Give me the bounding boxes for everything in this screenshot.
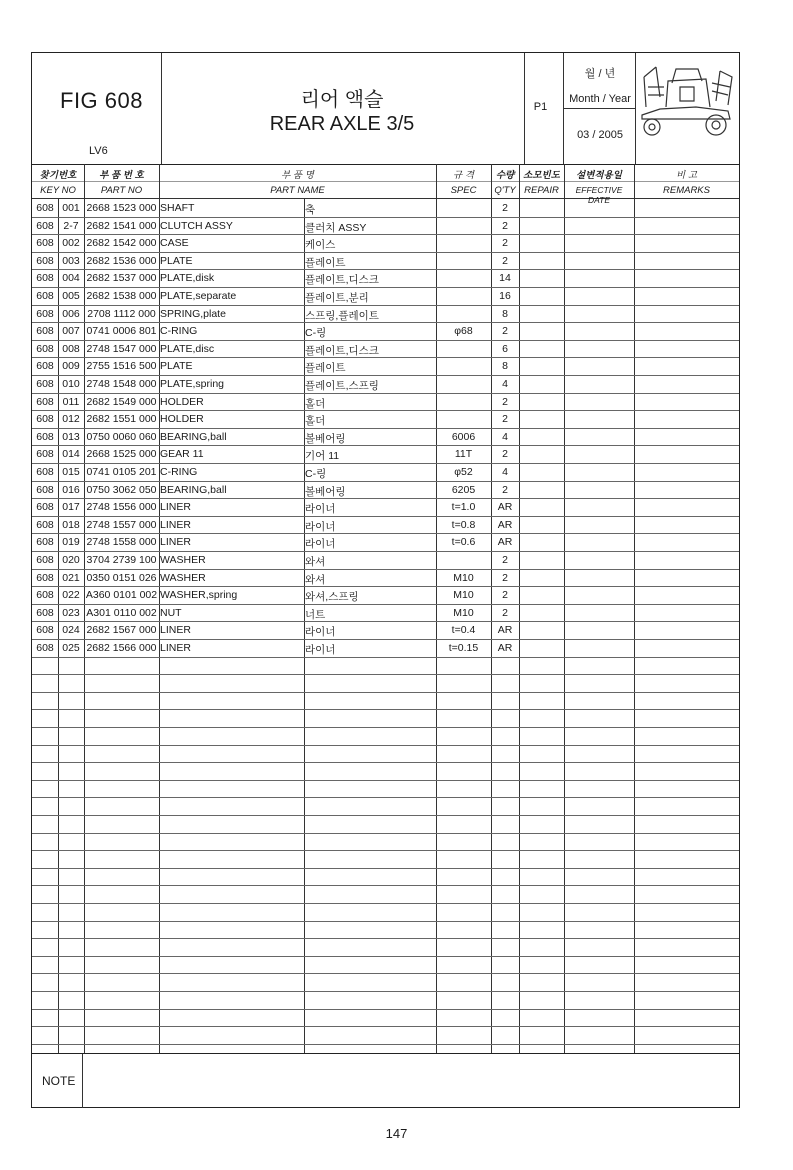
cell-qty: 2 <box>502 254 508 267</box>
cell-part-no: 2682 1551 000 <box>86 413 157 426</box>
empty-row <box>32 868 739 887</box>
cell-key: 025 <box>62 642 80 654</box>
cell-qty: 2 <box>502 219 508 232</box>
cell-fig: 608 <box>36 413 54 426</box>
parts-sheet <box>31 52 740 1108</box>
table-row <box>32 199 739 218</box>
cell-part-no: 0741 0105 201 <box>86 466 157 478</box>
cell-key: 022 <box>62 589 80 602</box>
cell-part-no: A360 0101 002 <box>85 589 158 602</box>
cell-name-ko: 케이스 <box>305 239 336 252</box>
empty-row <box>32 903 739 922</box>
cell-key: 024 <box>62 624 80 637</box>
table-row <box>32 586 739 605</box>
empty-row <box>32 745 739 764</box>
empty-row <box>32 850 739 869</box>
cell-qty: 2 <box>502 554 508 566</box>
table-row <box>32 217 739 236</box>
empty-row <box>32 727 739 746</box>
empty-row <box>32 921 739 940</box>
cell-fig: 608 <box>36 642 54 654</box>
table-row <box>32 252 739 271</box>
cell-name-en: BEARING,ball <box>160 483 227 496</box>
title-english: REAR AXLE 3/5 <box>269 113 415 135</box>
model-name: LV6 <box>89 145 108 157</box>
cell-qty: 2 <box>502 325 508 338</box>
cell-key: 010 <box>62 378 80 390</box>
cell-part-no: 2755 1516 500 <box>86 360 157 373</box>
col-repair-en: REPAIR <box>524 185 559 196</box>
table-row <box>32 604 739 623</box>
cell-key: 021 <box>62 571 80 584</box>
cell-part-no: 0350 0151 026 <box>86 571 157 584</box>
cell-key: 017 <box>62 501 80 514</box>
col-partname-en: PART NAME <box>270 185 325 196</box>
cell-name-en: PLATE,spring <box>160 378 224 390</box>
cell-qty: 14 <box>499 272 511 285</box>
cell-part-no: 0750 0060 060 <box>86 430 157 443</box>
cell-part-no: 2682 1541 000 <box>86 219 157 232</box>
cell-qty: 2 <box>502 483 508 496</box>
table-row <box>32 269 739 288</box>
cell-spec: t=0.4 <box>451 624 476 637</box>
cell-name-ko: 와셔 <box>305 556 326 568</box>
note-section <box>32 1053 739 1108</box>
cell-spec: M10 <box>453 589 474 602</box>
table-row <box>32 322 739 341</box>
table-row <box>32 516 739 535</box>
cell-fig: 608 <box>36 290 54 302</box>
page-number: 147 <box>385 1126 408 1141</box>
cell-fig: 608 <box>36 483 54 496</box>
cell-name-en: CLUTCH ASSY <box>160 219 233 232</box>
col-spec-en: SPEC <box>450 185 477 196</box>
cell-spec: t=0.6 <box>451 536 476 549</box>
cell-key: 019 <box>62 536 80 549</box>
cell-name-ko: 라이너 <box>305 520 336 533</box>
cell-qty: 8 <box>502 360 508 373</box>
table-row <box>32 410 739 429</box>
cell-part-no: 2668 1523 000 <box>86 202 157 214</box>
cell-fig: 608 <box>36 254 54 267</box>
cell-name-en: LINER <box>160 642 191 654</box>
cell-key: 2-7 <box>63 219 79 232</box>
cell-part-no: 2748 1548 000 <box>86 378 157 390</box>
table-row <box>32 445 739 464</box>
empty-row <box>32 991 739 1010</box>
cell-qty: AR <box>497 536 513 549</box>
empty-row <box>32 692 739 711</box>
table-row <box>32 428 739 447</box>
month-year-label-ko: 월 / 년 <box>584 68 616 80</box>
cell-spec: 6205 <box>451 483 476 496</box>
table-row <box>32 340 739 359</box>
cell-qty: 2 <box>502 589 508 602</box>
cell-fig: 608 <box>36 571 54 584</box>
cell-qty: 2 <box>502 237 508 250</box>
cell-key: 008 <box>62 342 80 355</box>
empty-row <box>32 797 739 816</box>
cell-fig: 608 <box>36 342 54 355</box>
cell-name-en: WASHER <box>160 571 206 584</box>
cell-fig: 608 <box>36 606 54 619</box>
cell-fig: 608 <box>36 202 54 214</box>
col-key-ko: 찾기번호 <box>39 170 77 181</box>
cell-spec: φ68 <box>454 325 473 338</box>
cell-name-en: HOLDER <box>160 395 204 408</box>
col-effdate-en: EFFECTIVE DATE <box>575 185 623 205</box>
cell-qty: AR <box>497 642 513 654</box>
cell-part-no: 2748 1558 000 <box>86 536 157 549</box>
cell-fig: 608 <box>36 554 54 566</box>
cell-name-ko: C-링 <box>305 327 327 340</box>
cell-qty: 8 <box>502 307 508 320</box>
cell-name-en: SPRING,plate <box>160 307 226 320</box>
cell-name-en: LINER <box>160 624 191 637</box>
cell-qty: AR <box>497 501 513 514</box>
cell-qty: 4 <box>502 378 508 390</box>
empty-row <box>32 657 739 676</box>
cell-key: 005 <box>62 290 80 302</box>
table-row <box>32 463 739 482</box>
col-remarks-ko: 비 고 <box>676 170 697 181</box>
empty-row <box>32 938 739 957</box>
cell-name-ko: C-링 <box>305 468 327 480</box>
cell-part-no: 0741 0006 801 <box>86 325 157 338</box>
col-remarks-en: REMARKS <box>663 185 710 196</box>
cell-key: 003 <box>62 254 80 267</box>
cell-name-en: LINER <box>160 518 191 531</box>
note-label: NOTE <box>42 1074 76 1088</box>
cell-key: 016 <box>62 483 80 496</box>
cell-fig: 608 <box>36 589 54 602</box>
cell-fig: 608 <box>36 219 54 232</box>
cell-part-no: 2682 1566 000 <box>86 642 157 654</box>
cell-name-ko: 와셔 <box>305 573 326 586</box>
table-row <box>32 375 739 394</box>
empty-row <box>32 674 739 693</box>
cell-fig: 608 <box>36 536 54 549</box>
table-row <box>32 481 739 500</box>
cell-name-en: PLATE,disc <box>160 342 215 355</box>
cell-spec: φ52 <box>454 466 473 478</box>
cell-qty: 2 <box>502 606 508 619</box>
cell-key: 007 <box>62 325 80 338</box>
cell-name-ko: 라이너 <box>305 503 336 516</box>
empty-row <box>32 1026 739 1045</box>
cell-name-ko: 플레이트,스프링 <box>305 380 379 392</box>
empty-row <box>32 709 739 728</box>
cell-qty: 16 <box>499 290 511 302</box>
cell-part-no: 0750 3062 050 <box>86 483 157 496</box>
cell-key: 014 <box>62 448 80 461</box>
cell-key: 020 <box>62 554 80 566</box>
cell-name-ko: 클러치 ASSY <box>305 221 367 234</box>
cell-spec: 6006 <box>451 430 476 443</box>
empty-row <box>32 762 739 781</box>
cell-part-no: A301 0110 002 <box>86 606 157 619</box>
cell-part-no: 2682 1538 000 <box>86 290 157 302</box>
table-row <box>32 393 739 412</box>
cell-qty: 4 <box>502 430 508 443</box>
cell-name-en: PLATE,disk <box>160 272 215 285</box>
cell-name-ko: 기어 11 <box>305 450 340 463</box>
cell-name-en: BEARING,ball <box>160 430 227 443</box>
cell-part-no: 2682 1542 000 <box>86 237 157 250</box>
cell-name-en: PLATE <box>160 254 193 267</box>
cell-part-no: 2682 1536 000 <box>86 254 157 267</box>
empty-row <box>32 956 739 975</box>
cell-part-no: 3704 2739 100 <box>86 554 157 566</box>
month-year-value: 03 / 2005 <box>577 129 623 141</box>
col-partname-ko: 부 품 명 <box>281 170 314 181</box>
cell-qty: 2 <box>502 448 508 461</box>
table-row <box>32 305 739 324</box>
cell-qty: 2 <box>502 395 508 408</box>
page-code: P1 <box>533 101 548 113</box>
cell-name-ko: 플레이트 <box>305 362 346 375</box>
cell-name-ko: 플레이트,분리 <box>305 292 369 304</box>
cell-fig: 608 <box>36 448 54 461</box>
cell-name-en: HOLDER <box>160 413 204 426</box>
cell-key: 023 <box>62 606 80 619</box>
cell-spec: t=0.8 <box>451 518 476 531</box>
cell-name-en: GEAR 11 <box>160 448 204 461</box>
cell-qty: 2 <box>502 571 508 584</box>
cell-fig: 608 <box>36 378 54 390</box>
empty-row <box>32 973 739 992</box>
col-spec-ko: 규 격 <box>453 170 474 181</box>
cell-qty: AR <box>497 518 513 531</box>
cell-fig: 608 <box>36 466 54 478</box>
cell-qty: AR <box>497 624 513 637</box>
cell-fig: 608 <box>36 307 54 320</box>
cell-qty: 2 <box>502 413 508 426</box>
cell-key: 009 <box>62 360 80 373</box>
cell-name-ko: 스프링,플레이트 <box>305 309 379 322</box>
cell-name-ko: 플레이트,디스크 <box>305 274 379 287</box>
cell-name-ko: 볼베어링 <box>305 485 346 498</box>
col-effdate-ko: 설변적용일 <box>576 170 622 181</box>
cell-name-en: C-RING <box>160 325 198 338</box>
table-row <box>32 357 739 376</box>
cell-name-ko: 볼베어링 <box>305 432 346 445</box>
cell-fig: 608 <box>36 518 54 531</box>
month-year-label-en: Month / Year <box>569 93 631 105</box>
table-row <box>32 569 739 588</box>
cell-name-ko: 라이너 <box>305 626 336 639</box>
table-row <box>32 533 739 552</box>
col-key-en: KEY NO <box>40 185 76 196</box>
cell-fig: 608 <box>36 237 54 250</box>
table-row <box>32 639 739 658</box>
table-row <box>32 498 739 517</box>
cell-part-no: 2682 1549 000 <box>86 395 157 408</box>
col-repair-ko: 소모빈도 <box>523 170 560 181</box>
cell-fig: 608 <box>36 360 54 373</box>
cell-name-en: PLATE <box>160 360 193 373</box>
cell-qty: 6 <box>502 342 508 355</box>
table-row <box>32 551 739 570</box>
cell-part-no: 2682 1537 000 <box>86 272 157 285</box>
table-row <box>32 621 739 640</box>
cell-part-no: 2748 1556 000 <box>86 501 157 514</box>
table-row <box>32 287 739 306</box>
cell-name-en: LINER <box>160 536 191 549</box>
empty-row <box>32 833 739 852</box>
cell-name-ko: 홀더 <box>305 397 326 410</box>
cell-fig: 608 <box>36 501 54 514</box>
cell-qty: 2 <box>502 202 508 214</box>
cell-name-ko: 축 <box>305 204 316 216</box>
cell-name-en: WASHER <box>160 554 206 566</box>
table-row <box>32 234 739 253</box>
sheet-header <box>32 53 739 165</box>
cell-name-en: LINER <box>160 501 191 514</box>
empty-row <box>32 1009 739 1028</box>
cell-name-ko: 플레이트 <box>305 256 346 269</box>
cell-qty: 4 <box>502 466 508 478</box>
cell-spec: M10 <box>453 571 474 584</box>
cell-spec: t=0.15 <box>448 642 479 654</box>
cell-name-en: CASE <box>160 237 189 250</box>
title-korean: 리어 액슬 <box>300 89 384 111</box>
cell-key: 013 <box>62 430 80 443</box>
cell-spec: t=1.0 <box>451 501 476 514</box>
cell-part-no: 2748 1557 000 <box>86 518 157 531</box>
empty-row <box>32 780 739 799</box>
cell-part-no: 2708 1112 000 <box>87 307 156 320</box>
column-headers <box>32 164 739 205</box>
cell-name-ko: 홀더 <box>305 415 326 428</box>
cell-name-en: PLATE,separate <box>160 290 237 302</box>
cell-spec: M10 <box>453 606 474 619</box>
cell-key: 001 <box>62 202 80 214</box>
col-partno-ko: 부 품 번 호 <box>99 170 144 181</box>
empty-row <box>32 815 739 834</box>
cell-part-no: 2748 1547 000 <box>86 342 157 355</box>
col-qty-en: Q'TY <box>494 185 516 196</box>
cell-key: 006 <box>62 307 80 320</box>
cell-fig: 608 <box>36 325 54 338</box>
cell-key: 012 <box>62 413 80 426</box>
cell-name-ko: 라이너 <box>305 538 336 551</box>
figure-number: FIG 608 <box>60 88 143 113</box>
col-qty-ko: 수량 <box>495 170 515 181</box>
cell-key: 004 <box>62 272 80 285</box>
cell-part-no: 2668 1525 000 <box>86 448 157 461</box>
cell-name-en: NUT <box>160 606 182 619</box>
empty-row <box>32 885 739 904</box>
cell-fig: 608 <box>36 272 54 285</box>
cell-name-ko: 와셔,스프링 <box>305 591 359 604</box>
cell-name-en: C-RING <box>160 466 198 478</box>
cell-fig: 608 <box>36 395 54 408</box>
cell-key: 002 <box>62 237 80 250</box>
cell-spec: 11T <box>454 448 473 461</box>
cell-fig: 608 <box>36 624 54 637</box>
cell-name-ko: 너트 <box>305 608 326 621</box>
cell-key: 018 <box>62 518 80 531</box>
cell-name-ko: 라이너 <box>305 644 336 656</box>
cell-name-en: WASHER,spring <box>160 589 238 602</box>
cell-name-ko: 플레이트,디스크 <box>305 344 379 357</box>
cell-key: 011 <box>62 395 80 408</box>
cell-fig: 608 <box>36 430 54 443</box>
cell-key: 015 <box>62 466 80 478</box>
cell-name-en: SHAFT <box>160 202 195 214</box>
col-partno-en: PART NO <box>100 185 143 196</box>
tractor-illustration-icon <box>636 57 736 143</box>
cell-part-no: 2682 1567 000 <box>86 624 157 637</box>
